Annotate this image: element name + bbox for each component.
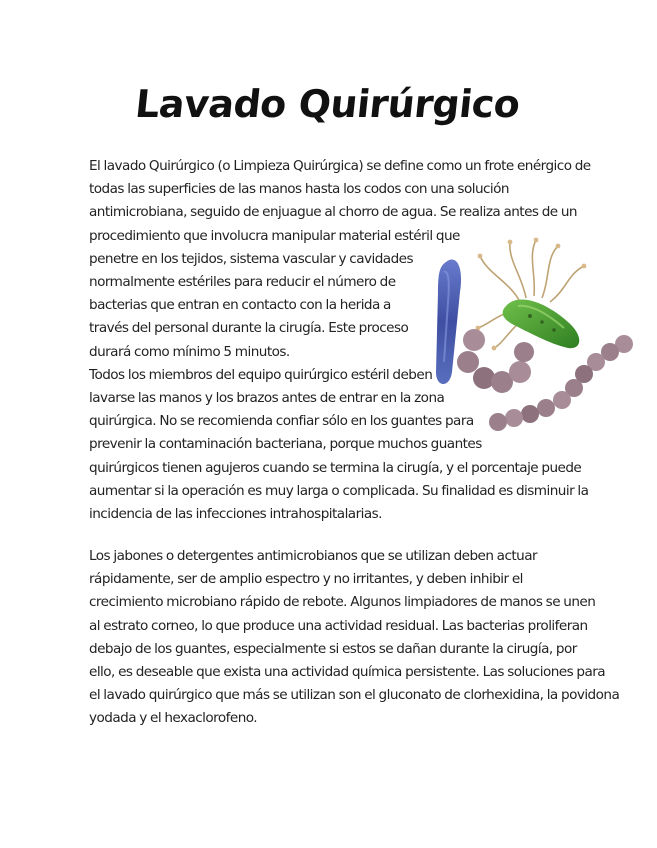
text-line: procedimiento que involucra manipular material estéril que <box>89 227 460 244</box>
bacteria-watercolor-icon <box>418 232 643 447</box>
text-line: incidencia de las infecciones intrahospitalarias. <box>89 506 382 523</box>
paragraph-soaps <box>89 545 620 731</box>
page-title: Lavado Quirúrgico <box>133 82 522 126</box>
text-line: penetre en los tejidos, sistema vascular y cavidades <box>89 250 414 267</box>
text-line: ello, es deseable que exista una actividad química persistente. Las soluciones para <box>89 664 606 681</box>
text-line: normalmente estériles para reducir el número de <box>89 274 396 291</box>
text-line: lavarse las manos y los brazos antes de entrar en la zona <box>89 390 445 407</box>
text-line: El lavado Quirúrgico (o Limpieza Quirúrgica) se define como un frote enérgico de <box>89 158 591 174</box>
text-line: al estrato corneo, lo que produce una actividad residual. Las bacterias proliferan <box>89 617 588 634</box>
text-line: través del personal durante la cirugía. Este proceso <box>89 320 409 337</box>
text-line: crecimiento microbiano rápido de rebote. Algunos limpiadores de manos se unen <box>89 594 596 611</box>
text-line: durará como mínimo 5 minutos. <box>89 343 290 360</box>
text-line: bacterias que entran en contacto con la herida a <box>89 297 391 314</box>
text-line: prevenir la contaminación bacteriana, porque muchos guantes <box>89 436 482 453</box>
text-line: Los jabones o detergentes antimicrobianos que se utilizan deben actuar <box>89 548 538 564</box>
flagellate-shape <box>476 238 587 351</box>
text-line: el lavado quirúrgico que más se utilizan son el gluconato de clorhexidina, la povidona <box>89 687 620 704</box>
text-line: antimicrobiana, seguido de enjuague al chorro de agua. Se realiza antes de un <box>89 204 577 221</box>
text-line: Todos los miembros del equipo quirúrgico estéril deben <box>89 366 433 383</box>
text-line: quirúrgicos tienen agujeros cuando se termina la cirugía, y el porcentaje puede <box>89 459 582 476</box>
text-line: yodada y el hexaclorofeno. <box>89 710 258 727</box>
text-line: quirúrgica. No se recomienda confiar sólo en los guantes para <box>89 413 474 430</box>
text-line: todas las superficies de las manos hasta los codos con una solución <box>89 181 509 198</box>
cocci-cluster <box>457 329 534 393</box>
text-line: rápidamente, ser de amplio espectro y no irritantes, y deben inhibir el <box>89 571 523 588</box>
text-line: debajo de los guantes, especialmente si estos se dañan durante la cirugía, por <box>89 640 577 657</box>
text-line: aumentar si la operación es muy larga o complicada. Su finalidad es disminuir la <box>89 482 589 499</box>
bacillus-shape <box>436 260 461 384</box>
